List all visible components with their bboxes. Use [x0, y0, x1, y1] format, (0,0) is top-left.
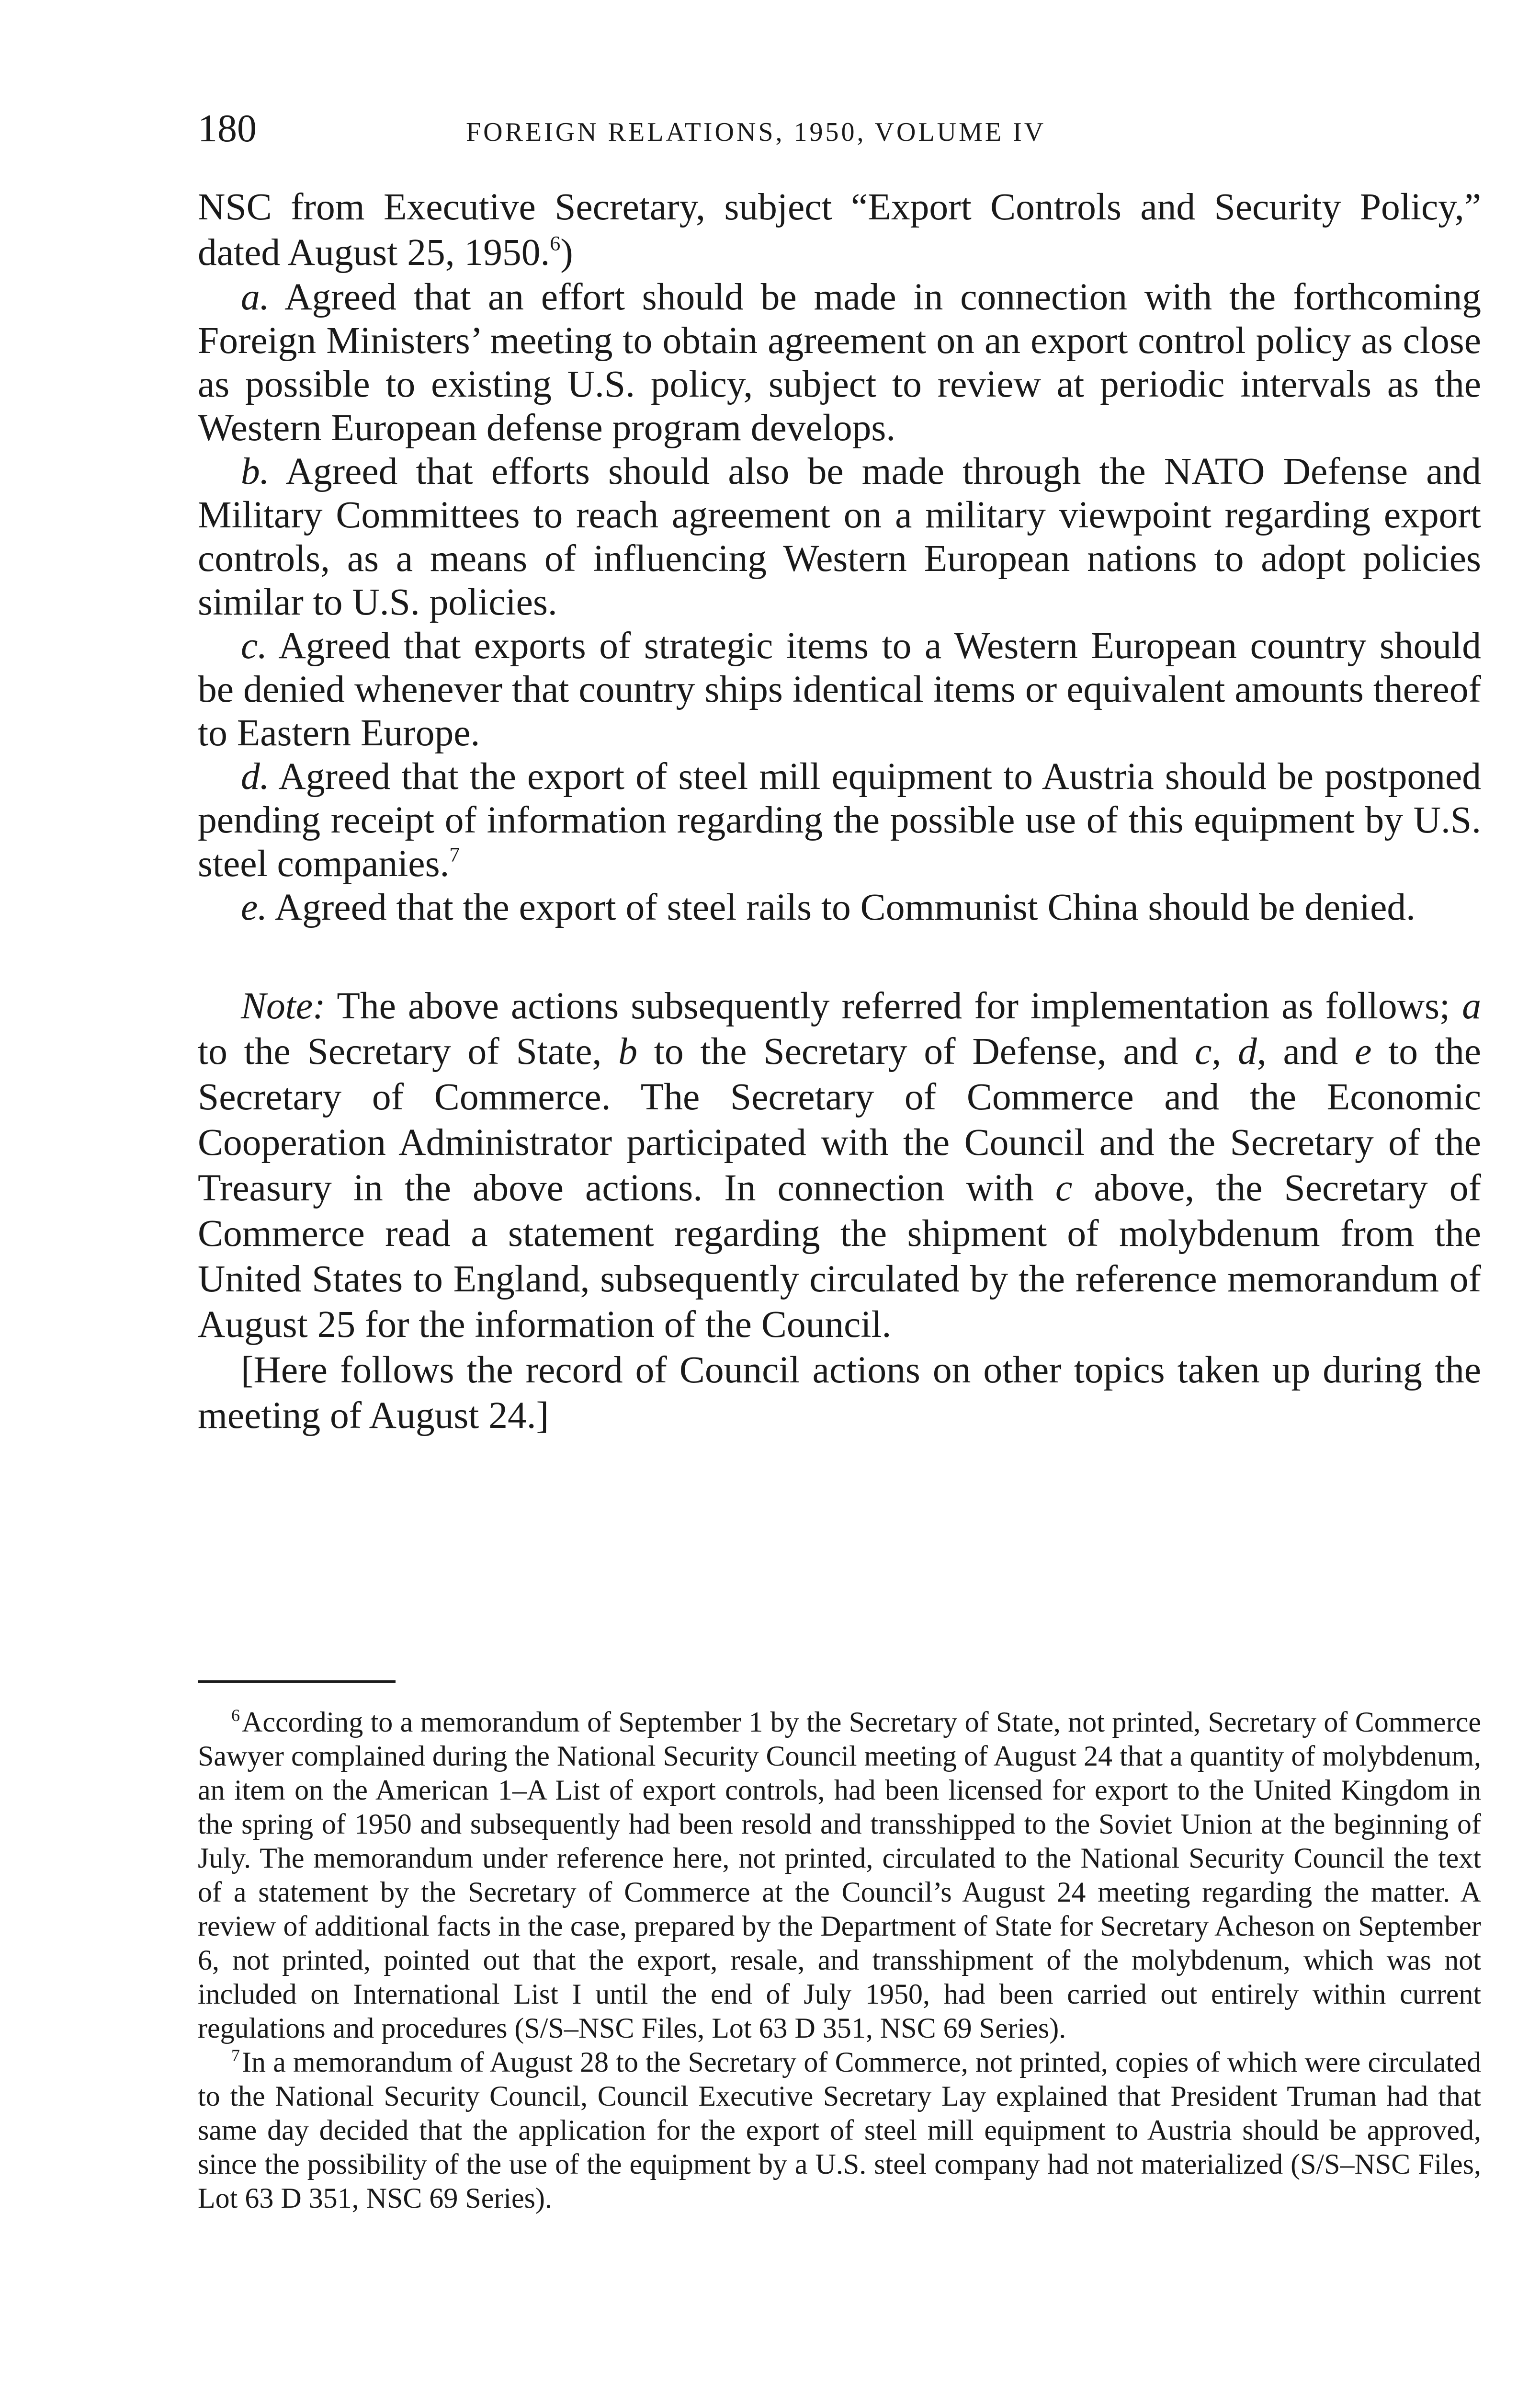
opening-paragraph — [198, 184, 1481, 275]
page-number: 180 — [198, 106, 257, 150]
item-d-text: Agreed that the export of steel mill equipment to Austria should be postponed pending receipt of information regarding the possible use of this equipment by U.S. steel companies. — [198, 755, 1481, 885]
page-header — [198, 104, 1481, 152]
item-e-text: Agreed that the export of steel rails to Communist China should be denied. — [267, 886, 1415, 928]
note-label: Note: — [241, 985, 326, 1027]
opening-text: NSC from Executive Secretary, subject “Export Controls and Security Policy,” dated August 25, 1950. — [198, 186, 1481, 274]
note-letter-c: c — [1195, 1030, 1212, 1072]
footnote-ref-7: 7 — [449, 843, 460, 867]
note-text-6: to the Secretary of Commerce. The Secretary of Commerce and the Economic Cooperation Administrator participated with the Council and the Secretary of the Treasury in the above actions. In connection with — [198, 1030, 1481, 1209]
note-letter-d: d — [1238, 1030, 1257, 1072]
note-text-1: The above actions subsequently referred for implementation as follows; — [325, 985, 1462, 1027]
item-a — [198, 275, 1481, 450]
opening-close: ) — [560, 231, 573, 274]
footnote-7-text: In a memorandum of August 28 to the Secretary of Commerce, not printed, copies of which were circulated to the National Security Council, Council Executive Secretary Lay explained that President Truman had that same day decided that the application for the export of steel mill equipment to Austria should be approved, since the possibility of the use of the equipment by a U.S. steel company had not materialized (S/S–NSC Files, Lot 63 D 351, NSC 69 Series). — [198, 2046, 1481, 2214]
editorial-note: [Here follows the record of Council actions on other topics taken up during the meeting of August 24.] — [198, 1349, 1481, 1437]
item-c — [198, 624, 1481, 755]
item-e-label: e. — [241, 886, 268, 928]
note-letter-b: b — [618, 1030, 637, 1072]
note-text-7: above, the Secretary of Commerce read a statement regarding the shipment of molybdenum from the United States to England, subsequently circulated by the reference memorandum of August 25 for the information of the Council. — [198, 1167, 1481, 1346]
footnote-ref-6: 6 — [550, 232, 561, 255]
item-b — [198, 450, 1481, 624]
item-b-text: Agreed that efforts should also be made through the NATO Defense and Military Committees to reach agreement on a military viewpoint regarding export controls, as a means of influencing Western European nations to adopt policies similar to U.S. policies. — [198, 450, 1481, 623]
running-head: FOREIGN RELATIONS, 1950, VOLUME IV — [466, 117, 1046, 147]
note-text-3: to the Secretary of Defense, and — [637, 1030, 1195, 1072]
footnotes — [198, 1705, 1481, 2215]
item-b-label: b. — [241, 450, 270, 492]
item-a-text: Agreed that an effort should be made in connection with the forthcoming Foreign Ministers’ meeting to obtain agreement on an export control policy as close as possible to existing U.S. policy, subject to review at periodic intervals as the Western European defense program develops. — [198, 276, 1481, 449]
footnote-6-mark: 6 — [231, 1706, 240, 1725]
item-d — [198, 755, 1481, 886]
note-paragraph — [198, 983, 1481, 1347]
footnote-7 — [198, 2045, 1481, 2215]
note-text-5: , and — [1257, 1030, 1355, 1072]
note-text-4: , — [1212, 1030, 1238, 1072]
note-letter-a: a — [1462, 985, 1481, 1027]
item-a-label: a. — [241, 276, 270, 318]
body-text — [198, 184, 1481, 1438]
item-c-label: c. — [241, 625, 268, 667]
footnote-6-text: According to a memorandum of September 1 by the Secretary of State, not printed, Secretary of Commerce Sawyer complained during the National Security Council meeting of August 24 that a quantity of molybdenum, an item on the American 1–A List of export controls, had been licensed for export to the United Kingdom in the spring of 1950 and subsequently had been resold and transshipped to the Soviet Union at the beginning of July. The memorandum under reference here, not printed, circulated to the National Security Council the text of a statement by the Secretary of Commerce at the Council’s August 24 meeting regarding the matter. A review of additional facts in the case, prepared by the Department of State for Secretary Acheson on September 6, not printed, pointed out that the export, resale, and transshipment of the molybdenum, which was not included on International List I until the end of July 1950, had been carried out entirely within current regulations and procedures (S/S–NSC Files, Lot 63 D 351, NSC 69 Series). — [198, 1706, 1481, 2044]
item-d-label: d. — [241, 755, 270, 798]
note-letter-e: e — [1355, 1030, 1372, 1072]
item-e — [198, 886, 1481, 929]
note-letter-c-2: c — [1055, 1167, 1073, 1209]
item-c-text: Agreed that exports of strategic items to a Western European country should be denied whenever that country ships identical items or equivalent amounts thereof to Eastern Europe. — [198, 625, 1481, 754]
footnote-6 — [198, 1705, 1481, 2045]
footnote-7-mark: 7 — [231, 2046, 240, 2065]
note-text-2: to the Secretary of State, — [198, 1030, 619, 1072]
footnote-divider — [198, 1680, 396, 1683]
